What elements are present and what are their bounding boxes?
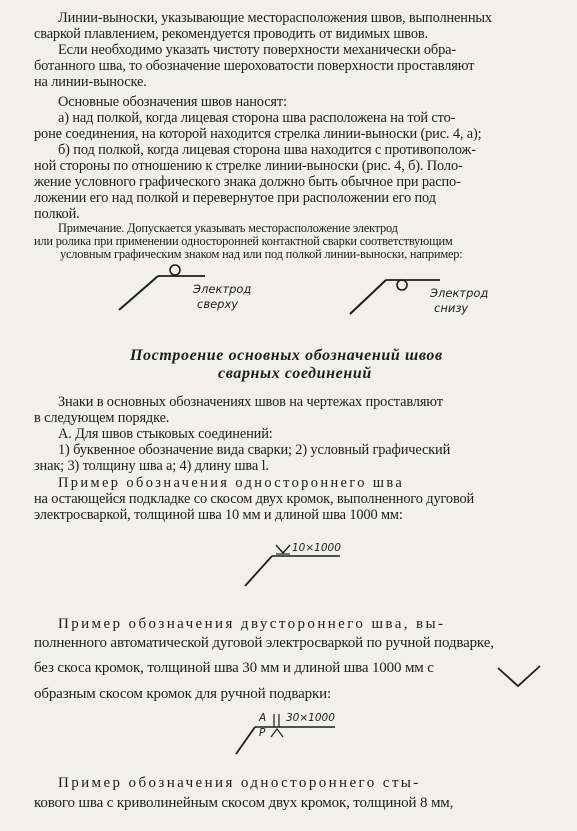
weld-2-label-bottom: Р [259,727,266,739]
text-line: сваркой плавлением, рекомендуется проводить от видимых швов. [34,26,428,42]
text-line: на остающейся подкладке со скосом двух кромок, выполненного дуговой [34,491,475,507]
text-line: полненного автоматической дуговой электросваркой по ручной подварке, [34,635,494,651]
text-line: кового шва с криволинейным скосом двух кромок, толщиной 8 мм, [34,795,454,811]
section-title-2: сварных соединений [218,365,372,382]
text-line: образным скосом кромок для ручной подварки: [34,686,331,702]
text-line: Основные обозначения швов наносят: [58,94,287,110]
label-electrode-bottom: Электрод [430,286,489,300]
text-line: роне соединения, на которой находится стрелка линии-выноски (рис. 4, а); [34,126,482,142]
text-line: электросваркой, толщиной шва 10 мм и длиной шва 1000 мм: [34,507,403,523]
weld-1-label: 10×1000 [292,542,341,554]
text-line: полкой. [34,206,80,222]
weld-2-label-top: А [259,712,267,724]
text-line: без скоса кромок, толщиной шва 30 мм и длиной шва 1000 мм с [34,660,434,676]
text-line: Пример обозначения одностороннего сты- [58,775,421,791]
note-line: или ролика при применении односторонней контактной сварки соответствующим [34,234,453,248]
text-line: А. Для швов стыковых соединений: [58,426,273,442]
text-line: в следующем порядке. [34,410,170,426]
text-line: ной стороны по отношению к стрелке линии-выноски (рис. 4, б). Поло- [34,158,463,174]
text-line: б) под полкой, когда лицевая сторона шва находится с противополож- [58,142,476,158]
text-line: знак; 3) толщину шва а; 4) длину шва l. [34,458,269,474]
weld-2-value: 30×1000 [286,712,335,724]
label-electrode-bottom-2: снизу [434,301,469,315]
note-line: условным графическим знаком над или под полкой линии-выноски, например: [60,247,463,261]
label-electrode-top: Электрод [193,282,252,296]
section-title: Построение основных обозначений швов [130,347,443,364]
text-line: а) над полкой, когда лицевая сторона шва расположена на той сто- [58,110,456,126]
text-line: Если необходимо указать чистоту поверхности механически обра- [58,42,457,58]
text-line: ложении его над полкой и перевернутое при расположении его под [34,190,436,206]
text-line: 1) буквенное обозначение вида сварки; 2) условный графический [58,442,451,458]
text-line: ботанного шва, то обозначение шероховатости поверхности проставляют [34,58,475,74]
label-electrode-top-2: сверху [197,297,239,311]
text-line: Пример обозначения двустороннего шва, вы- [58,616,446,632]
note-line: Примечание. Допускается указывать месторасположение электрод [58,221,398,235]
text-line: Пример обозначения одностороннего шва [58,475,405,491]
text-line: Знаки в основных обозначениях швов на чертежах проставляют [58,394,443,410]
text-line: жение условного графического знака должно быть обычное при распо- [34,174,461,190]
text-line: Линии-выноски, указывающие месторасположения швов, выполненных [58,10,492,26]
text-line: на линии-выноске. [34,74,147,90]
